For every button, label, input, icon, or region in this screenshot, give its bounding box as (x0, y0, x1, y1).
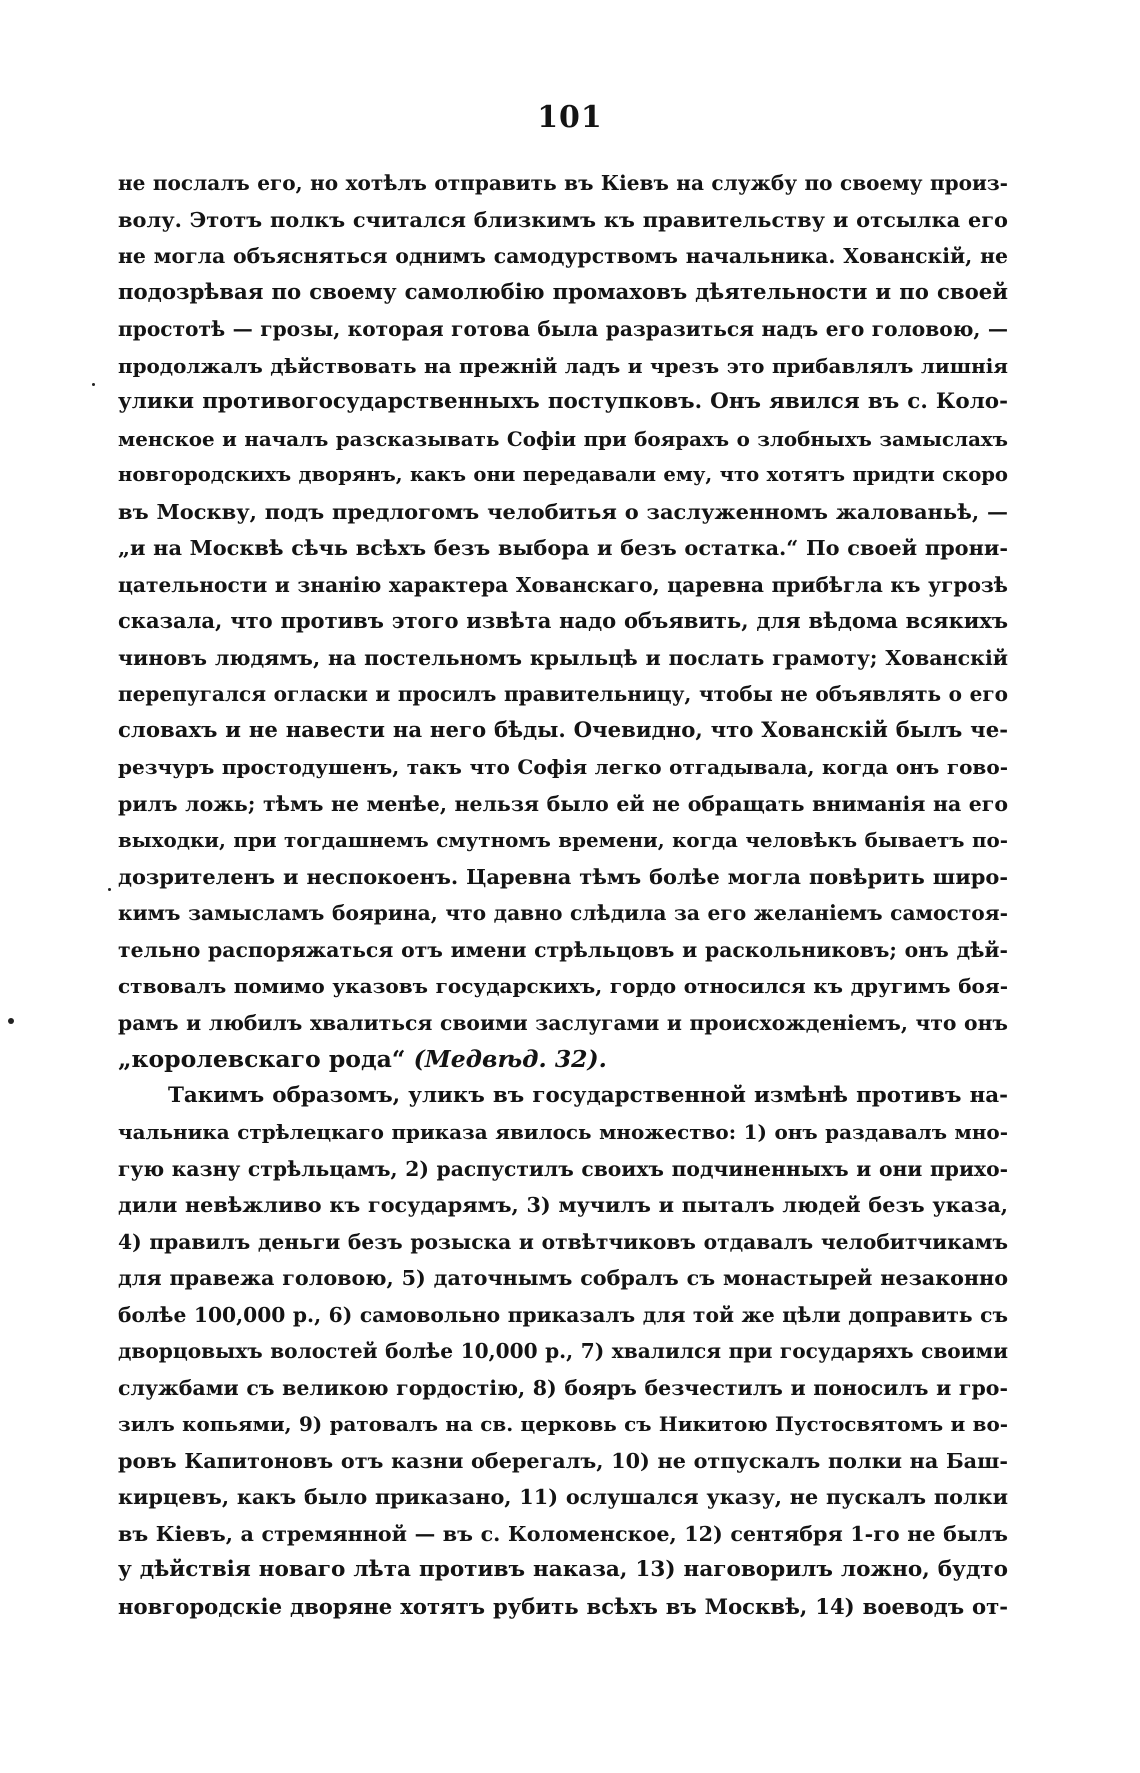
text-line: чиновъ людямъ, на постельномъ крыльцѣ и послать грамоту; Хованскій (118, 645, 1008, 670)
ink-speck (108, 888, 111, 891)
text-line: волу. Этотъ полкъ считался близкимъ къ правительству и отсылка его (118, 206, 1008, 232)
text-line: продолжалъ дѣйствовать на прежній ладъ и чрезъ это прибавлялъ лишнія (118, 353, 1008, 378)
text-line: ствовалъ помимо указовъ государскихъ, гордо относился къ другимъ боя- (118, 974, 1008, 998)
text-line: тельно распоряжаться отъ имени стрѣльцовъ и раскольниковъ; онъ дѣй- (118, 937, 1008, 962)
text-line: новгородскихъ дворянъ, какъ они передавали ему, что хотятъ придти скоро (118, 463, 1008, 486)
text-line: дили невѣжливо къ государямъ, 3) мучилъ и пыталъ людей безъ указа, (118, 1193, 1008, 1217)
ink-speck (8, 1018, 14, 1024)
text-line: 4) правилъ деньги безъ розыска и отвѣтчиковъ отдавалъ челобитчикамъ (118, 1229, 1008, 1254)
text-line: въ Москву, подъ предлогомъ челобитья о заслуженномъ жалованьѣ, — (118, 498, 1008, 524)
text-line: не могла объясняться однимъ самодурствомъ начальника. Хованскій, не (118, 244, 1008, 268)
body-text (118, 165, 1008, 1625)
text-line: менское и началъ разсказывать Софіи при боярахъ о злобныхъ замыслахъ (118, 426, 1008, 451)
text-line: „и на Москвѣ сѣчь всѣхъ безъ выбора и безъ остатка.“ По своей прони- (118, 535, 1008, 560)
text-line: простотѣ — грозы, которая готова была разразиться надъ его головою, — (118, 317, 1008, 341)
text-line: гую казну стрѣльцамъ, 2) распустилъ своихъ подчиненныхъ и они прихо- (118, 1156, 1008, 1181)
quoted-phrase: „королевскаго рода“ (118, 1045, 406, 1073)
text-line: чальника стрѣлецкаго приказа явилось множество: 1) онъ раздавалъ мно- (118, 1120, 1008, 1144)
text-line-indented: Такимъ образомъ, уликъ въ государственной измѣнѣ противъ на- (168, 1082, 1008, 1108)
text-line: сказала, что противъ этого извѣта надо объявить, для вѣдома всякихъ (118, 608, 1008, 633)
text-line: кирцевъ, какъ было приказано, 11) ослушался указу, не пускалъ полки (118, 1484, 1008, 1509)
text-line: ровъ Капитоновъ отъ казни оберегалъ, 10) не отпускалъ полки на Баш- (118, 1448, 1008, 1473)
text-line: въ Кіевъ, а стремянной — въ с. Коломенское, 12) сентября 1-го не былъ (118, 1521, 1008, 1546)
text-line: зилъ копьями, 9) ратовалъ на св. церковь съ Никитою Пустосвятомъ и во- (118, 1412, 1008, 1436)
text-line: словахъ и не навести на него бѣды. Очевидно, что Хованскій былъ че- (118, 717, 1008, 743)
text-line: выходки, при тогдашнемъ смутномъ времени, когда человѣкъ бываетъ по- (118, 828, 1008, 852)
text-line: цательности и знанію характера Хованскаго, царевна прибѣгла къ угрозѣ (118, 572, 1008, 597)
page-number: 101 (537, 100, 603, 135)
ink-speck (92, 383, 95, 386)
text-line: новгородскіе дворяне хотятъ рубить всѣхъ въ Москвѣ, 14) воеводъ от- (118, 1593, 1008, 1619)
paragraph-1 (118, 165, 1008, 1078)
text-line-last (118, 1041, 1008, 1078)
text-line: рилъ ложь; тѣмъ не менѣе, нельзя было ей не обращать вниманія на его (118, 791, 1008, 816)
paragraph-2 (118, 1078, 1008, 1626)
text-line: подозрѣвая по своему самолюбію промаховъ дѣятельности и по своей (118, 279, 1008, 305)
text-line: не послалъ его, но хотѣлъ отправить въ Кіевъ на службу по своему произ- (118, 171, 1008, 195)
text-line: службами съ великою гордостію, 8) бояръ безчестилъ и поносилъ и гро- (118, 1375, 1008, 1400)
citation: (Медвѣд. 32). (413, 1045, 607, 1073)
text-line: резчуръ простодушенъ, такъ что Софія легко отгадывала, когда онъ гово- (118, 755, 1008, 779)
text-line: дозрителенъ и неспокоенъ. Царевна тѣмъ болѣе могла повѣрить широ- (118, 863, 1008, 889)
text-line: у дѣйствія новаго лѣта противъ наказа, 13) наговорилъ ложно, будто (118, 1557, 1008, 1582)
text-line: рамъ и любилъ хвалиться своими заслугами и происхожденіемъ, что онъ (118, 1010, 1008, 1035)
text-line: дворцовыхъ волостей болѣе 10,000 р., 7) хвалился при государяхъ своими (118, 1339, 1008, 1363)
text-line: болѣе 100,000 р., 6) самовольно приказалъ для той же цѣли доправить съ (118, 1302, 1008, 1327)
text-line: перепугался огласки и просилъ правительницу, чтобы не объявлять о его (118, 682, 1008, 706)
text-line: кимъ замысламъ боярина, что давно слѣдила за его желаніемъ самостоя- (118, 901, 1008, 925)
text-line: улики противогосударственныхъ поступковъ. Онъ явился въ с. Коло- (118, 389, 1008, 414)
text-line: для правежа головою, 5) даточнымъ собралъ съ монастырей незаконно (118, 1266, 1008, 1290)
